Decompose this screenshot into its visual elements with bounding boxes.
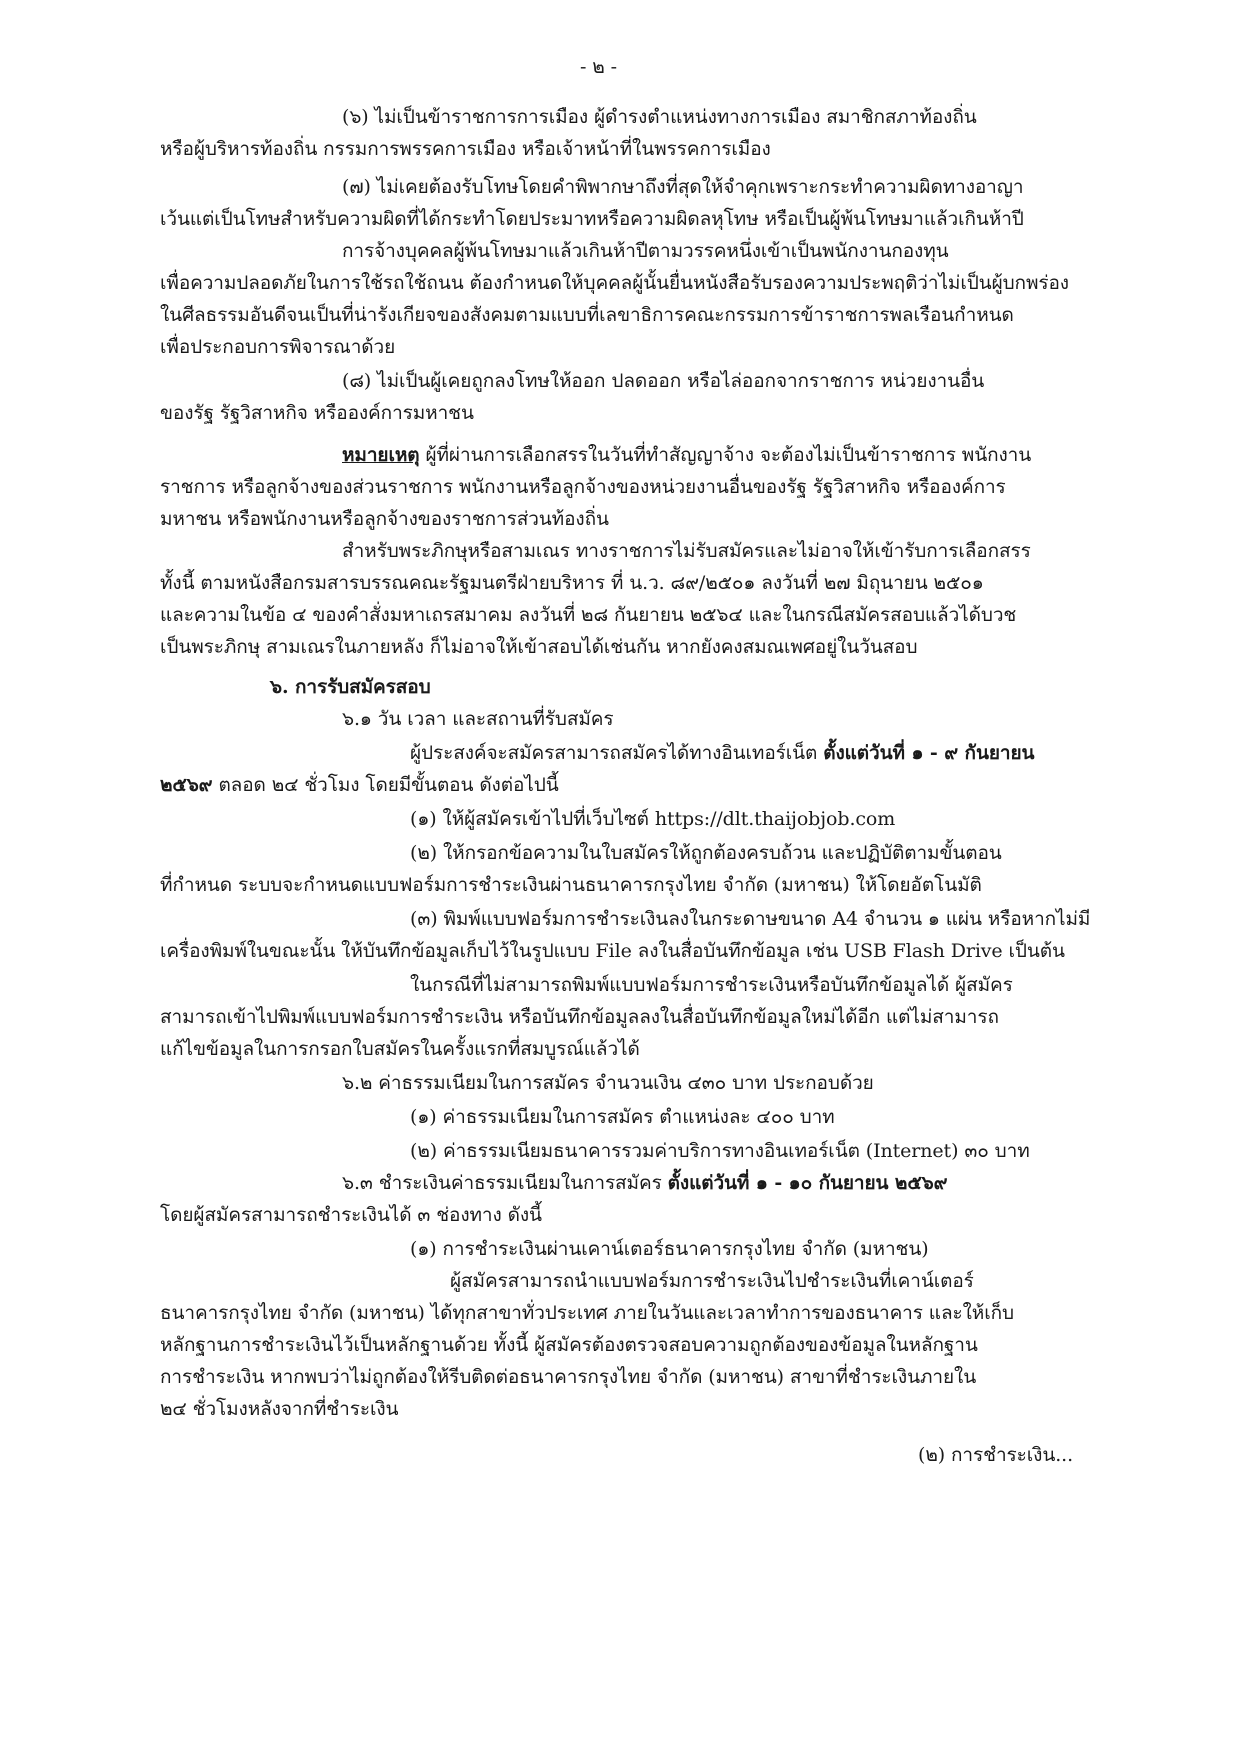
text-line: (๑) ค่าธรรมเนียมในการสมัคร ตำแหน่งละ ๔๐๐ บาท <box>410 1106 835 1128</box>
subsection-heading <box>342 1174 947 1193</box>
text-line: ทั้งนี้ ตามหนังสือกรมสารบรรณคณะรัฐมนตรีฝ่ายบริหาร ที่ น.ว. ๘๙/๒๕๐๑ ลงวันที่ ๒๗ มิถุนายน ๒๕๐๑ <box>160 572 984 594</box>
text-line <box>410 744 1034 763</box>
text-line: ราชการ หรือลูกจ้างของส่วนราชการ พนักงานหรือลูกจ้างของหน่วยงานอื่นของรัฐ รัฐวิสาหกิจ หรือองค์การ <box>160 476 1006 498</box>
text-line: ในกรณีที่ไม่สามารถพิมพ์แบบฟอร์มการชำระเงินหรือบันทึกข้อมูลได้ ผู้สมัคร <box>410 974 1013 996</box>
text-line: ผู้สมัครสามารถนำแบบฟอร์มการชำระเงินไปชำระเงินที่เคาน์เตอร์ <box>450 1270 974 1292</box>
text-line: หรือผู้บริหารท้องถิ่น กรรมการพรรคการเมือง หรือเจ้าหน้าที่ในพรรคการเมือง <box>160 138 771 160</box>
note-label: หมายเหตุ <box>342 444 420 466</box>
text-line: (๖) ไม่เป็นข้าราชการการเมือง ผู้ดำรงตำแหน่งทางการเมือง สมาชิกสภาท้องถิ่น <box>342 106 977 128</box>
text-line: ของรัฐ รัฐวิสาหกิจ หรือองค์การมหาชน <box>160 402 474 424</box>
text-line: ธนาคารกรุงไทย จำกัด (มหาชน) ได้ทุกสาขาทั่วประเทศ ภายในวันและเวลาทำการของธนาคาร และให้เก็บ <box>160 1302 1014 1324</box>
text-line: หลักฐานการชำระเงินไว้เป็นหลักฐานด้วย ทั้งนี้ ผู้สมัครต้องตรวจสอบความถูกต้องของข้อมูลในหลักฐาน <box>160 1334 978 1356</box>
apply-hours: ตลอด ๒๔ ชั่วโมง โดยมีขั้นตอน ดังต่อไปนี้ <box>218 774 559 796</box>
text-line: (๑) การชำระเงินผ่านเคาน์เตอร์ธนาคารกรุงไทย จำกัด (มหาชน) <box>410 1238 929 1260</box>
note-text: ผู้ที่ผ่านการเลือกสรรในวันที่ทำสัญญาจ้าง จะต้องไม่เป็นข้าราชการ พนักงาน <box>425 444 1032 466</box>
subsection-heading: ๖.๒ ค่าธรรมเนียมในการสมัคร จำนวนเงิน ๔๓๐ บาท ประกอบด้วย <box>342 1072 874 1094</box>
apply-dates: ตั้งแต่วันที่ ๑ - ๙ กันยายน <box>823 742 1035 764</box>
text-line: เพื่อความปลอดภัยในการใช้รถใช้ถนน ต้องกำหนดให้บุคคลผู้นั้นยื่นหนังสือรับรองความประพฤติว่าไม่เป็นผู้บกพร่อง <box>160 272 1069 294</box>
text-line: แก้ไขข้อมูลในการกรอกใบสมัครในครั้งแรกที่สมบูรณ์แล้วได้ <box>160 1038 640 1060</box>
text-line: เพื่อประกอบการพิจารณาด้วย <box>160 336 396 358</box>
text-line: เป็นพระภิกษุ สามเณรในภายหลัง ก็ไม่อาจให้เข้าสอบได้เช่นกัน หากยังคงสมณเพศอยู่ในวันสอบ <box>160 636 918 658</box>
continuation-text: (๒) การชำระเงิน... <box>918 1444 1074 1466</box>
note-line <box>342 446 1031 465</box>
text-line: เครื่องพิมพ์ในขณะนั้น ให้บันทึกข้อมูลเก็บไว้ในรูปแบบ File ลงในสื่อบันทึกข้อมูล เช่น USB Flash Drive เป็นต้น <box>160 940 1065 962</box>
payment-text: ๖.๓ ชำระเงินค่าธรรมเนียมในการสมัคร <box>342 1172 662 1194</box>
text-line: สามารถเข้าไปพิมพ์แบบฟอร์มการชำระเงิน หรือบันทึกข้อมูลลงในสื่อบันทึกข้อมูลใหม่ได้อีก แต่ไม่สามารถ <box>160 1006 999 1028</box>
text-line: (๒) ค่าธรรมเนียมธนาคารรวมค่าบริการทางอินเทอร์เน็ต (Internet) ๓๐ บาท <box>410 1140 1030 1162</box>
text-line: (๗) ไม่เคยต้องรับโทษโดยคำพิพากษาถึงที่สุดให้จำคุกเพราะกระทำความผิดทางอาญา <box>342 176 1024 198</box>
text-line: การชำระเงิน หากพบว่าไม่ถูกต้องให้รีบติดต่อธนาคารกรุงไทย จำกัด (มหาชน) สาขาที่ชำระเงินภายใน <box>160 1366 977 1388</box>
text-line: (๑) ให้ผู้สมัครเข้าไปที่เว็บไซต์ https://dlt.thaijobjob.com <box>410 808 896 830</box>
section-heading: ๖. การรับสมัครสอบ <box>270 676 431 698</box>
text-line: ในศีลธรรมอันดีจนเป็นที่น่ารังเกียจของสังคมตามแบบที่เลขาธิการคณะกรรมการข้าราชการพลเรือนกำหนด <box>160 304 1014 326</box>
text-line: ๒๔ ชั่วโมงหลังจากที่ชำระเงิน <box>160 1398 399 1420</box>
payment-dates: ตั้งแต่วันที่ ๑ - ๑๐ กันยายน ๒๕๖๙ <box>667 1172 948 1194</box>
text-line: ที่กำหนด ระบบจะกำหนดแบบฟอร์มการชำระเงินผ่านธนาคารกรุงไทย จำกัด (มหาชน) ให้โดยอัตโนมัติ <box>160 874 982 896</box>
text-line: การจ้างบุคคลผู้พ้นโทษมาแล้วเกินห้าปีตามวรรคหนึ่งเข้าเป็นพนักงานกองทุน <box>342 240 949 262</box>
text-line: โดยผู้สมัครสามารถชำระเงินได้ ๓ ช่องทาง ดังนี้ <box>160 1204 542 1226</box>
text-line: (๘) ไม่เป็นผู้เคยถูกลงโทษให้ออก ปลดออก หรือไล่ออกจากราชการ หน่วยงานอื่น <box>342 370 985 392</box>
page-number: - ๒ - <box>580 56 617 78</box>
apply-year: ๒๕๖๙ <box>160 774 213 796</box>
text-line: (๒) ให้กรอกข้อความในใบสมัครให้ถูกต้องครบถ้วน และปฏิบัติตามขั้นตอน <box>410 842 1002 864</box>
subsection-heading: ๖.๑ วัน เวลา และสถานที่รับสมัคร <box>342 708 614 730</box>
text-line: มหาชน หรือพนักงานหรือลูกจ้างของราชการส่วนท้องถิ่น <box>160 508 609 530</box>
apply-text: ผู้ประสงค์จะสมัครสามารถสมัครได้ทางอินเทอร์เน็ต <box>410 742 818 764</box>
text-line: และความในข้อ ๔ ของคำสั่งมหาเถรสมาคม ลงวันที่ ๒๘ กันยายน ๒๕๖๔ และในกรณีสมัครสอบแล้วได้บวช <box>160 604 1017 626</box>
text-line: สำหรับพระภิกษุหรือสามเณร ทางราชการไม่รับสมัครและไม่อาจให้เข้ารับการเลือกสรร <box>342 540 1031 562</box>
text-line <box>160 776 559 795</box>
text-line: เว้นแต่เป็นโทษสำหรับความผิดที่ได้กระทำโดยประมาทหรือความผิดลหุโทษ หรือเป็นผู้พ้นโทษมาแล้วเกินห้าปี <box>160 208 1024 230</box>
text-line: (๓) พิมพ์แบบฟอร์มการชำระเงินลงในกระดาษขนาด A4 จำนวน ๑ แผ่น หรือหากไม่มี <box>410 908 1091 930</box>
